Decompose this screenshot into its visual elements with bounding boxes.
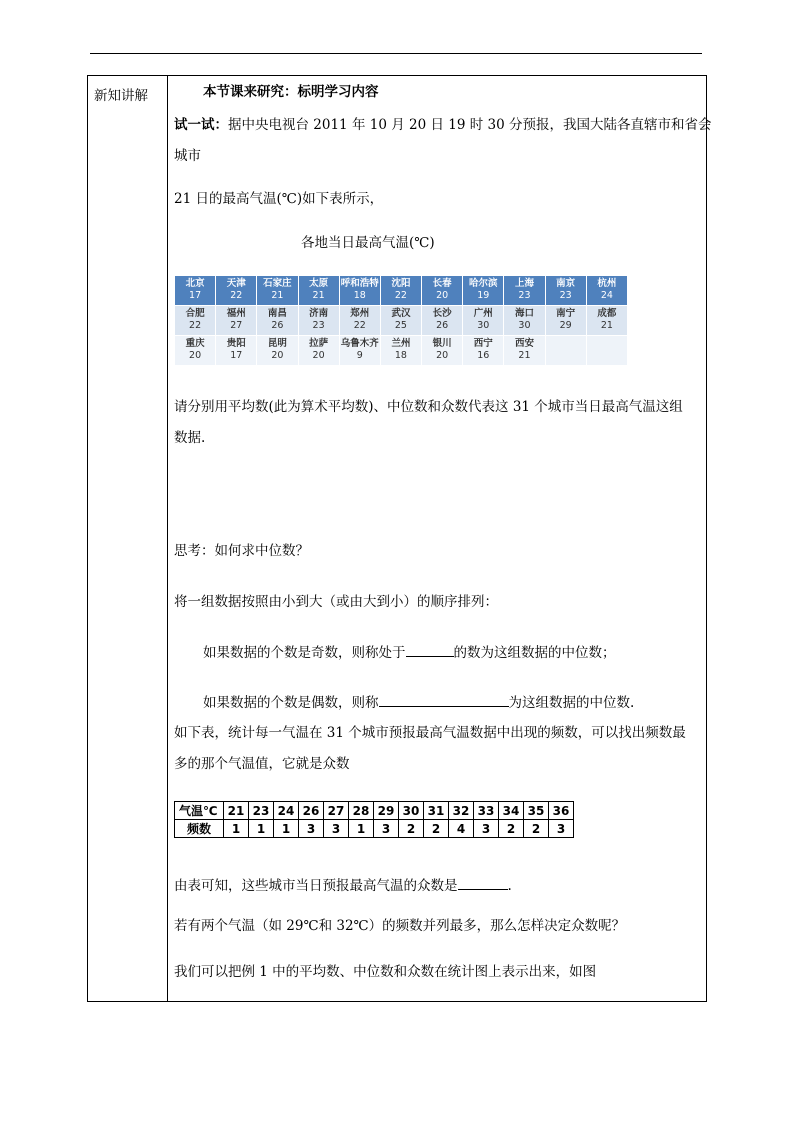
city-cell [586,276,627,306]
city-temp: 29 [559,320,572,331]
conclusion-b: . [507,878,512,894]
city-cell [380,276,421,306]
freq-count: 2 [399,820,424,838]
freq-temp: 27 [324,802,349,820]
freq-count-label: 频数 [175,820,224,838]
city-temp: 20 [436,290,449,301]
header-rule [90,53,702,54]
city-cell [545,276,586,306]
city-temp: 20 [436,350,449,361]
intro-line-3: 21 日的最高气温(℃)如下表所示， [174,191,384,207]
city-temp: 20 [312,350,325,361]
final-text: 我们可以把例 1 中的平均数、中位数和众数在统计图上表示出来，如图 [174,964,597,980]
city-cell [380,306,421,336]
city-cell [257,276,298,306]
odd-rule-a: 如果数据的个数是奇数，则称处于 [203,645,406,661]
city-temp: 22 [353,320,366,331]
city-name: 武汉 [391,308,411,319]
city-name: 西宁 [473,338,493,349]
city-name: 成都 [597,308,617,319]
city-name: 南宁 [556,308,576,319]
city-cell [339,276,380,306]
city-temp: 30 [518,320,531,331]
freq-temp: 31 [424,802,449,820]
city-temp: 16 [477,350,490,361]
city-name: 南昌 [267,308,287,319]
city-name: 贵阳 [226,338,246,349]
question-line-2: 数据. [174,430,206,446]
freq-temp: 26 [299,802,324,820]
freq-temp: 28 [349,802,374,820]
freq-temp: 29 [374,802,399,820]
city-temp: 21 [518,350,531,361]
city-temp: 19 [477,290,490,301]
city-name: 海口 [514,308,534,319]
city-cell [339,336,380,366]
freq-count: 2 [524,820,549,838]
city-name: 西安 [514,338,534,349]
freq-count: 3 [324,820,349,838]
city-cell [298,336,339,366]
city-cell [257,336,298,366]
city-cell [216,336,257,366]
even-rule-a: 如果数据的个数是偶数，则称 [203,695,379,711]
odd-blank [406,643,454,657]
city-name: 上海 [514,278,534,289]
city-name: 重庆 [185,338,205,349]
city-cell [216,306,257,336]
city-name: 石家庄 [263,278,292,289]
heading: 本节课来研究：标明学习内容 [203,84,379,100]
city-cell [586,306,627,336]
city-cell [422,306,463,336]
city-name: 太原 [309,278,329,289]
city-cell [298,276,339,306]
city-name: 长沙 [432,308,452,319]
mode-blank [458,876,508,890]
freq-temp: 36 [549,802,574,820]
freq-count: 1 [224,820,249,838]
city-temp: 30 [477,320,490,331]
city-name: 哈尔滨 [469,278,498,289]
city-name: 合肥 [185,308,205,319]
city-name: 乌鲁木齐 [340,338,379,349]
city-temp: 21 [312,290,325,301]
city-name: 长春 [432,278,452,289]
frequency-table [174,801,574,855]
city-temp: 20 [271,350,284,361]
city-temp: 21 [271,290,284,301]
intro-label: 试一试： [174,117,228,133]
city-temp: 18 [353,290,366,301]
city-name: 北京 [185,278,205,289]
city-temp: 26 [436,320,449,331]
city-row [175,276,628,306]
freq-count: 1 [274,820,299,838]
freq-count: 2 [424,820,449,838]
city-cell [257,306,298,336]
city-cell [298,306,339,336]
city-temp: 20 [189,350,202,361]
label-cell [88,76,168,1001]
city-cell [380,336,421,366]
city-cell [463,306,504,336]
freq-temp: 34 [499,802,524,820]
city-cell [545,336,586,366]
tie-question: 若有两个气温（如 29℃和 32℃）的频数并列最多，那么怎样决定众数呢？ [174,918,626,934]
even-rule-b: 为这组数据的中位数. [508,695,635,711]
city-cell [586,336,627,366]
city-temp: 27 [230,320,243,331]
city-name: 南京 [556,278,576,289]
city-temp: 23 [312,320,325,331]
city-temp: 9 [356,350,363,361]
city-temp: 22 [189,320,202,331]
city-temperature-table [174,275,628,366]
freq-count: 1 [249,820,274,838]
city-cell [175,276,216,306]
city-cell [216,276,257,306]
city-temp: 22 [230,290,243,301]
freq-temp: 24 [274,802,299,820]
city-cell [175,306,216,336]
city-row [175,306,628,336]
mode-line-2: 多的那个气温值，它就是众数 [174,756,350,772]
city-name: 杭州 [597,278,617,289]
city-cell [545,306,586,336]
city-temp: 26 [271,320,284,331]
step-text: 将一组数据按照由小到大（或由大到小）的顺序排列： [174,594,498,610]
even-rule [203,693,634,711]
freq-temp: 35 [524,802,549,820]
city-cell [504,306,545,336]
freq-header-label: 气温℃ [175,802,224,820]
city-name: 天津 [226,278,246,289]
city-name: 兰州 [391,338,411,349]
city-temp: 21 [600,320,613,331]
question-line-1: 请分别用平均数(此为算术平均数)、中位数和众数代表这 31 个城市当日最高气温这组 [174,399,683,415]
conclusion-a: 由表可知，这些城市当日预报最高气温的众数是 [174,878,458,894]
city-temp: 25 [394,320,407,331]
city-temp: 23 [559,290,572,301]
odd-rule-b: 的数为这组数据的中位数； [453,645,616,661]
freq-temp: 30 [399,802,424,820]
freq-temp: 21 [224,802,249,820]
city-cell [422,276,463,306]
freq-count: 3 [474,820,499,838]
city-name: 济南 [309,308,329,319]
city-name: 昆明 [267,338,287,349]
freq-count: 2 [499,820,524,838]
even-blank [379,693,509,707]
city-row [175,336,628,366]
city-cell [504,276,545,306]
city-temp: 22 [394,290,407,301]
freq-count: 3 [299,820,324,838]
section-label: 新知讲解 [94,88,148,104]
table-title: 各地当日最高气温(℃) [301,235,435,251]
lesson-table [87,75,707,1002]
city-name: 福州 [226,308,246,319]
intro-text-1: 据中央电视台 2011 年 10 月 20 日 19 时 30 分预报，我国大陆各直辖市和省会 [228,117,712,133]
freq-temp: 23 [249,802,274,820]
city-cell [463,336,504,366]
think-prompt: 思考：如何求中位数？ [174,543,309,559]
city-temp: 17 [230,350,243,361]
mode-line-1: 如下表，统计每一气温在 31 个城市预报最高气温数据中出现的频数，可以找出频数最 [174,725,686,741]
city-name: 广州 [473,308,493,319]
city-temp: 23 [518,290,531,301]
city-name: 银川 [432,338,452,349]
city-name: 呼和浩特 [340,278,379,289]
city-cell [339,306,380,336]
city-temp: 24 [600,290,613,301]
city-cell [175,336,216,366]
freq-temp: 33 [474,802,499,820]
city-cell [504,336,545,366]
city-name: 郑州 [350,308,370,319]
freq-count: 3 [549,820,574,838]
intro-line-2: 城市 [174,148,201,164]
odd-rule [203,643,616,661]
city-name: 拉萨 [309,338,329,349]
freq-count: 1 [349,820,374,838]
city-name: 沈阳 [391,278,411,289]
conclusion [174,876,512,894]
city-temp: 18 [394,350,407,361]
intro-line-1 [174,117,711,133]
freq-temp: 32 [449,802,474,820]
city-cell [422,336,463,366]
city-cell [463,276,504,306]
freq-count: 4 [449,820,474,838]
freq-count: 3 [374,820,399,838]
city-temp: 17 [189,290,202,301]
